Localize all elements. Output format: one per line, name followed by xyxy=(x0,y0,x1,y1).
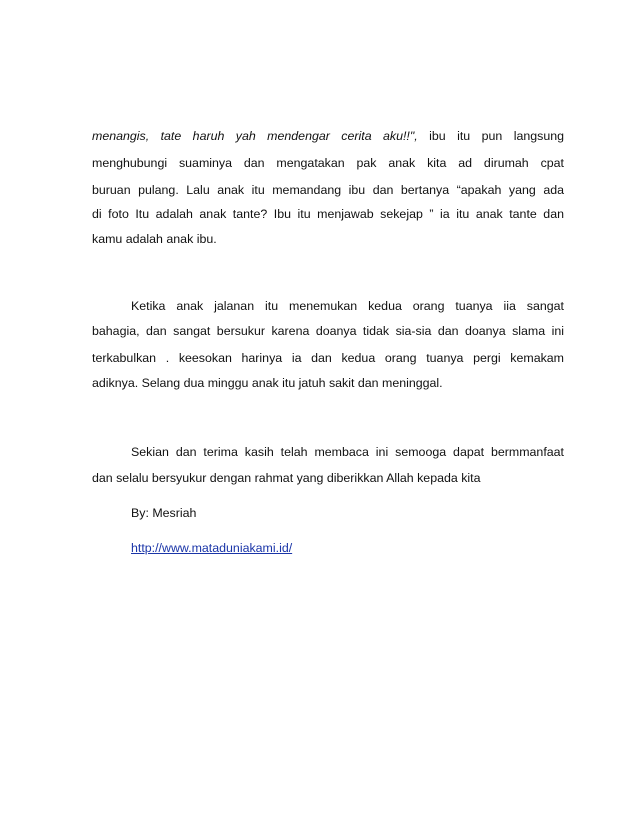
paragraph-3-line-1: Sekian dan terima kasih telah membaca ini semooga dapat bermmanfaat xyxy=(131,445,564,459)
paragraph-1-line-1-rest: ibu itu pun langsung xyxy=(417,129,564,143)
paragraph-2-line-2: bahagia, dan sangat bersukur karena doanya tidak sia-sia dan doanya slama ini xyxy=(92,324,564,338)
paragraph-1-line-5: kamu adalah anak ibu. xyxy=(92,232,217,246)
paragraph-1-line-4: di foto Itu adalah anak tante? Ibu itu menjawab sekejap ” ia itu anak tante dan xyxy=(92,207,564,221)
website-link[interactable]: http://www.mataduniakami.id/ xyxy=(131,541,293,555)
author-byline: By: Mesriah xyxy=(131,506,197,520)
paragraph-1-line-1 xyxy=(92,128,564,144)
paragraph-2-line-1: Ketika anak jalanan itu menemukan kedua orang tuanya iia sangat xyxy=(131,299,564,313)
website-link-row xyxy=(131,540,564,556)
paragraph-3-line-2: dan selalu bersyukur dengan rahmat yang diberikkan Allah kepada kita xyxy=(92,471,481,485)
quote-text: menangis, tate haruh yah mendengar cerita aku!!", xyxy=(92,129,418,143)
paragraph-1-line-2: menghubungi suaminya dan mengatakan pak anak kita ad dirumah cpat xyxy=(92,156,564,170)
paragraph-2-line-3: terkabulkan . keesokan harinya ia dan kedua orang tuanya pergi kemakam xyxy=(92,351,564,365)
paragraph-1-line-3: buruan pulang. Lalu anak itu memandang ibu dan bertanya “apakah yang ada xyxy=(92,183,564,197)
paragraph-2-line-4: adiknya. Selang dua minggu anak itu jatuh sakit dan meninggal. xyxy=(92,376,443,390)
